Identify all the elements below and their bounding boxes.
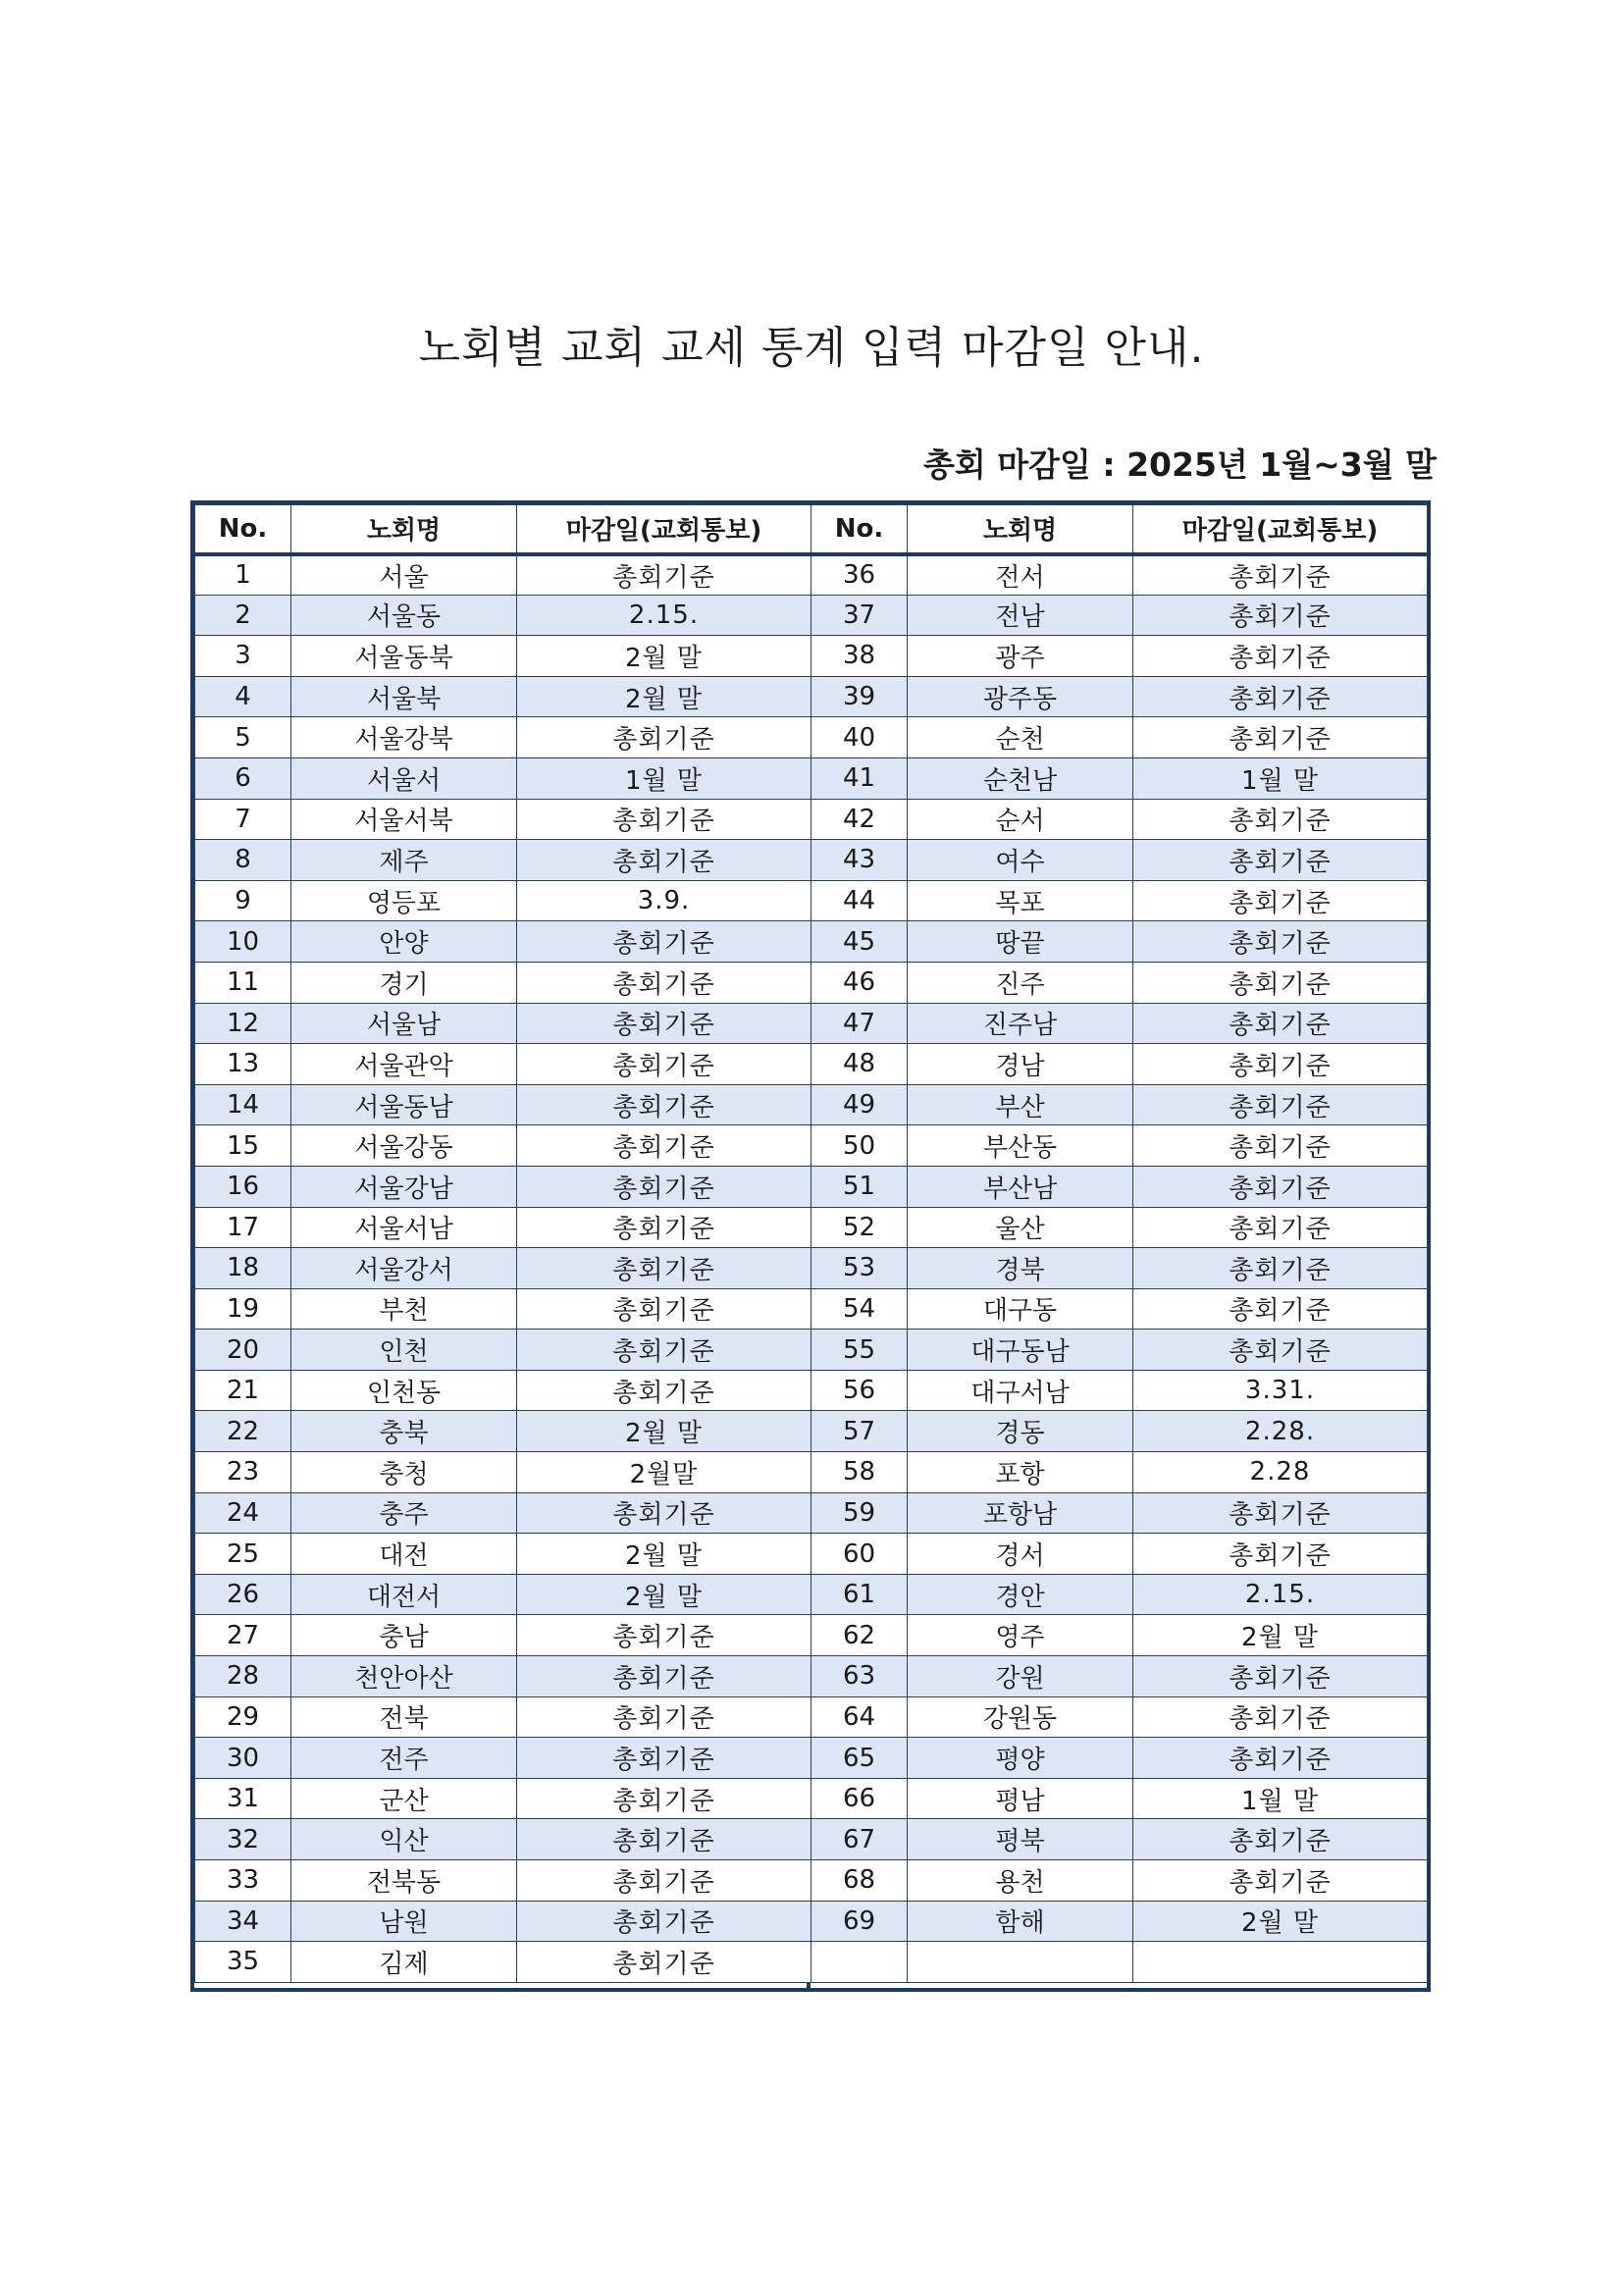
deadline: 총회기준 (1133, 1656, 1428, 1697)
table-row (812, 1207, 1428, 1248)
row-number: 36 (812, 554, 908, 596)
deadline: 2월 말 (517, 1411, 812, 1452)
deadline: 총회기준 (1133, 1330, 1428, 1371)
deadline: 2월 말 (517, 1534, 812, 1575)
table-row (812, 1778, 1428, 1819)
row-number: 44 (812, 880, 908, 921)
table-row (812, 1288, 1428, 1330)
deadline: 총회기준 (517, 1166, 812, 1207)
table-row (812, 1901, 1428, 1942)
presbytery-name: 영등포 (291, 880, 517, 921)
presbytery-name: 광주동 (908, 676, 1133, 717)
row-number (812, 1942, 908, 1983)
deadline: 총회기준 (517, 1778, 812, 1819)
deadline: 총회기준 (1133, 799, 1428, 840)
row-number: 33 (195, 1860, 291, 1902)
row-number: 69 (812, 1901, 908, 1942)
table-row (195, 1492, 812, 1534)
row-number: 1 (195, 554, 291, 596)
header-presbytery: 노회명 (908, 505, 1133, 554)
table-row (812, 1452, 1428, 1493)
row-number: 66 (812, 1778, 908, 1819)
deadline: 총회기준 (517, 1696, 812, 1738)
deadline: 총회기준 (1133, 595, 1428, 636)
deadline (1133, 1942, 1428, 1983)
presbytery-name: 서울동북 (291, 636, 517, 677)
table-row (812, 1738, 1428, 1779)
presbytery-name: 용천 (908, 1860, 1133, 1902)
table-row (195, 1656, 812, 1697)
table-row (195, 676, 812, 717)
deadline: 총회기준 (1133, 1003, 1428, 1044)
row-number: 31 (195, 1778, 291, 1819)
table-row (812, 1819, 1428, 1860)
table-row (812, 1656, 1428, 1697)
presbytery-name: 서울서남 (291, 1207, 517, 1248)
deadline: 총회기준 (517, 1248, 812, 1289)
deadline: 총회기준 (517, 1044, 812, 1085)
row-number: 61 (812, 1574, 908, 1615)
presbytery-name: 서울북 (291, 676, 517, 717)
row-number: 38 (812, 636, 908, 677)
presbytery-name: 전북동 (291, 1860, 517, 1902)
header-no: No. (195, 505, 291, 554)
table-row (195, 962, 812, 1003)
row-number: 48 (812, 1044, 908, 1085)
row-number: 40 (812, 717, 908, 758)
deadline: 2.28. (1133, 1411, 1428, 1452)
table-row (195, 1207, 812, 1248)
presbytery-name: 땅끝 (908, 921, 1133, 963)
presbytery-name: 서울서 (291, 757, 517, 799)
row-number: 11 (195, 962, 291, 1003)
header-row (812, 505, 1428, 554)
presbytery-name: 순천 (908, 717, 1133, 758)
row-number: 58 (812, 1452, 908, 1493)
deadline: 총회기준 (517, 962, 812, 1003)
deadline: 2.28 (1133, 1452, 1428, 1493)
presbytery-name: 대전서 (291, 1574, 517, 1615)
row-number: 45 (812, 921, 908, 963)
deadline: 총회기준 (517, 1615, 812, 1656)
table-row (195, 717, 812, 758)
row-number: 9 (195, 880, 291, 921)
row-number: 51 (812, 1166, 908, 1207)
table-row (195, 1248, 812, 1289)
row-number: 16 (195, 1166, 291, 1207)
presbytery-name: 강원 (908, 1656, 1133, 1697)
row-number: 53 (812, 1248, 908, 1289)
presbytery-name: 서울남 (291, 1003, 517, 1044)
row-number: 57 (812, 1411, 908, 1452)
deadline: 총회기준 (517, 1288, 812, 1330)
presbytery-name: 서울강북 (291, 717, 517, 758)
table-row (812, 717, 1428, 758)
row-number: 54 (812, 1288, 908, 1330)
row-number: 65 (812, 1738, 908, 1779)
row-number: 43 (812, 840, 908, 881)
presbytery-name: 전주 (291, 1738, 517, 1779)
deadline: 총회기준 (1133, 1492, 1428, 1534)
deadline: 2.15. (517, 595, 812, 636)
row-number: 10 (195, 921, 291, 963)
table-row (812, 1044, 1428, 1085)
deadline: 총회기준 (517, 1656, 812, 1697)
presbytery-name: 서울강동 (291, 1125, 517, 1167)
presbytery-name: 부산남 (908, 1166, 1133, 1207)
presbytery-name: 전남 (908, 595, 1133, 636)
table-row (195, 1452, 812, 1493)
table-row (195, 636, 812, 677)
row-number: 22 (195, 1411, 291, 1452)
row-number: 7 (195, 799, 291, 840)
table-row (812, 1696, 1428, 1738)
presbytery-name: 순서 (908, 799, 1133, 840)
row-number: 3 (195, 636, 291, 677)
row-number: 19 (195, 1288, 291, 1330)
presbytery-name: 서울관악 (291, 1044, 517, 1085)
table-row (195, 757, 812, 799)
table-row (195, 595, 812, 636)
presbytery-name: 평남 (908, 1778, 1133, 1819)
table-row (812, 554, 1428, 596)
deadline: 총회기준 (517, 1901, 812, 1942)
deadline: 총회기준 (517, 717, 812, 758)
row-number: 39 (812, 676, 908, 717)
page-title: 노회별 교회 교세 통계 입력 마감일 안내. (418, 323, 1205, 373)
table-row (195, 880, 812, 921)
table-row (195, 1942, 812, 1983)
deadline: 총회기준 (1133, 676, 1428, 717)
table-row (812, 595, 1428, 636)
row-number: 47 (812, 1003, 908, 1044)
deadline: 총회기준 (517, 1207, 812, 1248)
row-number: 30 (195, 1738, 291, 1779)
table-row (195, 554, 812, 596)
row-number: 34 (195, 1901, 291, 1942)
presbytery-name (908, 1942, 1133, 1983)
table-row (812, 840, 1428, 881)
row-number: 29 (195, 1696, 291, 1738)
table-row (812, 1370, 1428, 1411)
table-row (195, 1084, 812, 1125)
deadline: 총회기준 (517, 1492, 812, 1534)
general-assembly-deadline: 총회 마감일 : 2025년 1월~3월 말 (923, 445, 1437, 484)
deadline: 총회기준 (517, 799, 812, 840)
presbytery-name: 경안 (908, 1574, 1133, 1615)
header-no: No. (812, 505, 908, 554)
presbytery-name: 서울 (291, 554, 517, 596)
header-presbytery: 노회명 (291, 505, 517, 554)
row-number: 67 (812, 1819, 908, 1860)
deadline: 3.31. (1133, 1370, 1428, 1411)
table-row (812, 1942, 1428, 1983)
presbytery-name: 서울동남 (291, 1084, 517, 1125)
row-number: 55 (812, 1330, 908, 1371)
row-number: 32 (195, 1819, 291, 1860)
deadline: 총회기준 (1133, 1860, 1428, 1902)
row-number: 26 (195, 1574, 291, 1615)
deadline: 총회기준 (517, 1942, 812, 1983)
presbytery-name: 영주 (908, 1615, 1133, 1656)
deadline: 총회기준 (1133, 1044, 1428, 1085)
presbytery-name: 진주 (908, 962, 1133, 1003)
presbytery-name: 포항 (908, 1452, 1133, 1493)
table-row (812, 962, 1428, 1003)
table-row (195, 1166, 812, 1207)
table-row (812, 1084, 1428, 1125)
row-number: 68 (812, 1860, 908, 1902)
table-row (812, 1534, 1428, 1575)
row-number: 37 (812, 595, 908, 636)
presbytery-name: 익산 (291, 1819, 517, 1860)
presbytery-name: 충남 (291, 1615, 517, 1656)
table-row (195, 1574, 812, 1615)
deadline: 2.15. (1133, 1574, 1428, 1615)
row-number: 62 (812, 1615, 908, 1656)
presbytery-name: 충주 (291, 1492, 517, 1534)
presbytery-name: 진주남 (908, 1003, 1133, 1044)
table-right (811, 504, 1428, 1983)
presbytery-name: 서울서북 (291, 799, 517, 840)
deadline: 총회기준 (1133, 1696, 1428, 1738)
row-number: 64 (812, 1696, 908, 1738)
deadline: 총회기준 (1133, 1125, 1428, 1167)
table-row (195, 1003, 812, 1044)
presbytery-name: 부산동 (908, 1125, 1133, 1167)
deadline: 1월 말 (1133, 1778, 1428, 1819)
presbytery-name: 대구동남 (908, 1330, 1133, 1371)
presbytery-name: 충청 (291, 1452, 517, 1493)
table-row (195, 1330, 812, 1371)
table-row (195, 1819, 812, 1860)
deadline: 총회기준 (517, 1738, 812, 1779)
deadline: 총회기준 (1133, 1534, 1428, 1575)
row-number: 42 (812, 799, 908, 840)
deadline: 총회기준 (1133, 1084, 1428, 1125)
presbytery-name: 서울강남 (291, 1166, 517, 1207)
deadline: 2월 말 (1133, 1615, 1428, 1656)
deadline: 총회기준 (1133, 1288, 1428, 1330)
deadline: 1월 말 (517, 757, 812, 799)
table-row (195, 1044, 812, 1085)
presbytery-name: 경동 (908, 1411, 1133, 1452)
table-row (812, 757, 1428, 799)
row-number: 14 (195, 1084, 291, 1125)
deadline: 총회기준 (517, 840, 812, 881)
presbytery-name: 평양 (908, 1738, 1133, 1779)
table-left-half (194, 504, 811, 1988)
row-number: 60 (812, 1534, 908, 1575)
deadline: 총회기준 (1133, 840, 1428, 881)
deadline: 총회기준 (1133, 880, 1428, 921)
deadline: 총회기준 (1133, 1166, 1428, 1207)
row-number: 41 (812, 757, 908, 799)
deadline: 2월 말 (517, 676, 812, 717)
row-number: 6 (195, 757, 291, 799)
row-number: 28 (195, 1656, 291, 1697)
table-right-half (811, 504, 1427, 1988)
row-number: 12 (195, 1003, 291, 1044)
presbytery-name: 전서 (908, 554, 1133, 596)
table-row (195, 921, 812, 963)
row-number: 46 (812, 962, 908, 1003)
deadline: 총회기준 (517, 1370, 812, 1411)
presbytery-name: 전북 (291, 1696, 517, 1738)
presbytery-name: 함해 (908, 1901, 1133, 1942)
presbytery-name: 대구동 (908, 1288, 1133, 1330)
presbytery-name: 김제 (291, 1942, 517, 1983)
deadline: 총회기준 (1133, 554, 1428, 596)
presbytery-name: 남원 (291, 1901, 517, 1942)
row-number: 20 (195, 1330, 291, 1371)
presbytery-name: 인천동 (291, 1370, 517, 1411)
deadline: 총회기준 (517, 1003, 812, 1044)
presbytery-name: 인천 (291, 1330, 517, 1371)
deadline: 총회기준 (517, 1860, 812, 1902)
header-deadline: 마감일(교회통보) (517, 505, 812, 554)
row-number: 49 (812, 1084, 908, 1125)
deadline: 2월 말 (1133, 1901, 1428, 1942)
header-deadline: 마감일(교회통보) (1133, 505, 1428, 554)
deadline: 총회기준 (1133, 921, 1428, 963)
deadline: 총회기준 (1133, 1248, 1428, 1289)
deadline: 총회기준 (517, 1084, 812, 1125)
deadline: 총회기준 (517, 1819, 812, 1860)
row-number: 5 (195, 717, 291, 758)
row-number: 59 (812, 1492, 908, 1534)
table-row (812, 1330, 1428, 1371)
row-number: 23 (195, 1452, 291, 1493)
table-row (812, 676, 1428, 717)
presbytery-name: 군산 (291, 1778, 517, 1819)
table-left-body (195, 554, 812, 1983)
presbytery-name: 포항남 (908, 1492, 1133, 1534)
table-row (195, 799, 812, 840)
presbytery-name: 광주 (908, 636, 1133, 677)
table-row (812, 1003, 1428, 1044)
presbytery-name: 평북 (908, 1819, 1133, 1860)
deadline: 총회기준 (1133, 962, 1428, 1003)
table-row (195, 1615, 812, 1656)
presbytery-name: 대전 (291, 1534, 517, 1575)
row-number: 4 (195, 676, 291, 717)
table-row (812, 1411, 1428, 1452)
row-number: 27 (195, 1615, 291, 1656)
presbytery-name: 목포 (908, 880, 1133, 921)
table-row (812, 1574, 1428, 1615)
table-row (812, 1248, 1428, 1289)
row-number: 21 (195, 1370, 291, 1411)
presbytery-name: 경남 (908, 1044, 1133, 1085)
table-row (195, 1860, 812, 1902)
row-number: 13 (195, 1044, 291, 1085)
table-row (812, 880, 1428, 921)
presbytery-name: 여수 (908, 840, 1133, 881)
row-number: 24 (195, 1492, 291, 1534)
table-row (812, 1492, 1428, 1534)
row-number: 18 (195, 1248, 291, 1289)
presbytery-name: 경북 (908, 1248, 1133, 1289)
row-number: 15 (195, 1125, 291, 1167)
table-row (195, 840, 812, 881)
row-number: 63 (812, 1656, 908, 1697)
table-row (195, 1288, 812, 1330)
presbytery-name: 경기 (291, 962, 517, 1003)
table-row (195, 1411, 812, 1452)
row-number: 52 (812, 1207, 908, 1248)
presbytery-name: 안양 (291, 921, 517, 963)
presbytery-name: 경서 (908, 1534, 1133, 1575)
deadline-table (190, 500, 1431, 1992)
table-row (195, 1738, 812, 1779)
presbytery-name: 울산 (908, 1207, 1133, 1248)
deadline: 2월 말 (517, 1574, 812, 1615)
table-row (812, 1615, 1428, 1656)
presbytery-name: 제주 (291, 840, 517, 881)
deadline: 총회기준 (1133, 1819, 1428, 1860)
row-number: 25 (195, 1534, 291, 1575)
table-left (194, 504, 812, 1983)
presbytery-name: 천안아산 (291, 1656, 517, 1697)
deadline: 3.9. (517, 880, 812, 921)
table-row (195, 1534, 812, 1575)
presbytery-name: 순천남 (908, 757, 1133, 799)
row-number: 2 (195, 595, 291, 636)
header-row (195, 505, 812, 554)
presbytery-name: 부천 (291, 1288, 517, 1330)
deadline: 총회기준 (517, 554, 812, 596)
deadline: 2월말 (517, 1452, 812, 1493)
presbytery-name: 대구서남 (908, 1370, 1133, 1411)
deadline: 총회기준 (1133, 717, 1428, 758)
presbytery-name: 부산 (908, 1084, 1133, 1125)
presbytery-name: 서울동 (291, 595, 517, 636)
presbytery-name: 서울강서 (291, 1248, 517, 1289)
table-row (812, 636, 1428, 677)
deadline: 총회기준 (1133, 1738, 1428, 1779)
row-number: 50 (812, 1125, 908, 1167)
row-number: 56 (812, 1370, 908, 1411)
deadline: 총회기준 (517, 1330, 812, 1371)
deadline: 총회기준 (517, 1125, 812, 1167)
presbytery-name: 강원동 (908, 1696, 1133, 1738)
table-row (195, 1901, 812, 1942)
table-row (812, 799, 1428, 840)
deadline: 총회기준 (1133, 1207, 1428, 1248)
table-row (812, 1166, 1428, 1207)
presbytery-name: 충북 (291, 1411, 517, 1452)
table-row (812, 1860, 1428, 1902)
deadline: 총회기준 (517, 921, 812, 963)
row-number: 35 (195, 1942, 291, 1983)
table-right-body (812, 554, 1428, 1983)
table-row (812, 1125, 1428, 1167)
table-row (195, 1125, 812, 1167)
table-row (195, 1370, 812, 1411)
row-number: 8 (195, 840, 291, 881)
table-row (195, 1778, 812, 1819)
row-number: 17 (195, 1207, 291, 1248)
table-row (812, 921, 1428, 963)
deadline: 2월 말 (517, 636, 812, 677)
table-row (195, 1696, 812, 1738)
deadline: 총회기준 (1133, 636, 1428, 677)
deadline: 1월 말 (1133, 757, 1428, 799)
